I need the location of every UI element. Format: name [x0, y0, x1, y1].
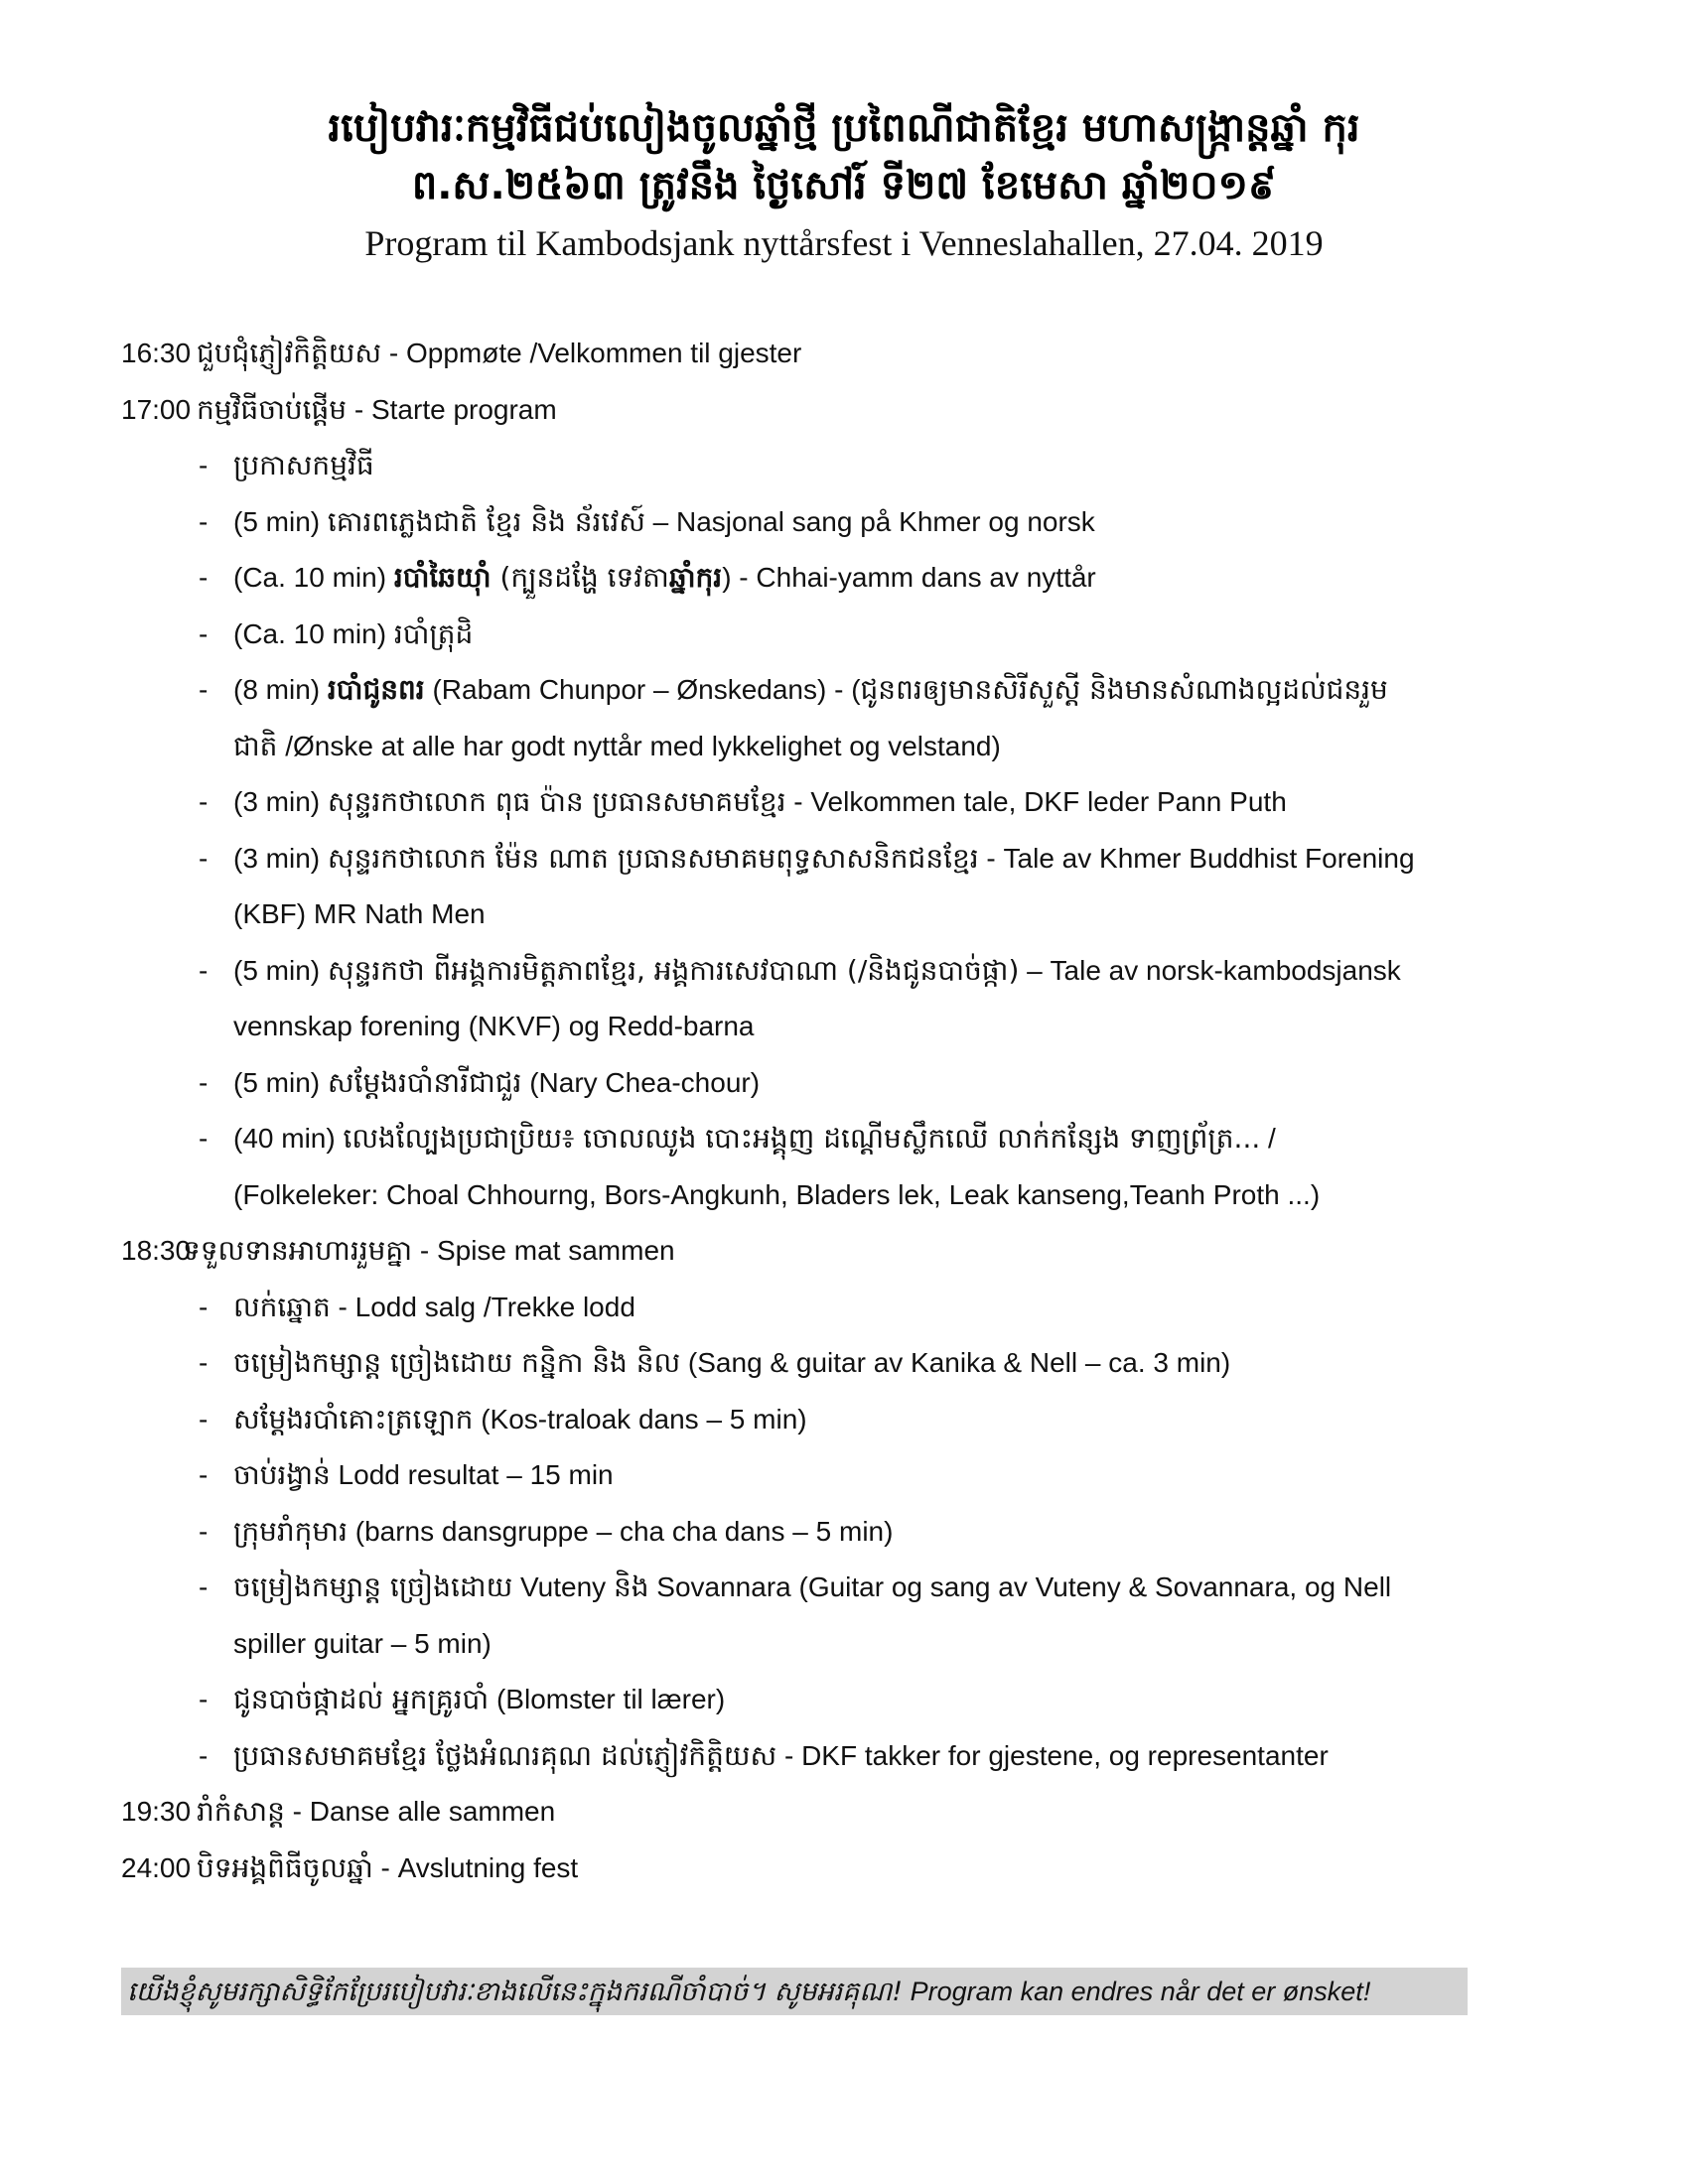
bullet-dash: - — [199, 954, 209, 986]
bullet-dash: - — [199, 1123, 209, 1154]
khmer-text: បិទអង្គពិធីចូលឆ្នាំ — [197, 1850, 373, 1884]
khmer-text: គោរពភ្លេងជាតិ ខ្មែរ និង ន័រវេស៍ — [327, 504, 645, 538]
khmer-text: ទទួលទានអាហាររួមគ្នា — [183, 1234, 413, 1267]
bullet-dash: - — [199, 1347, 209, 1378]
bullet-dash: - — [199, 505, 209, 537]
agenda-item — [121, 1728, 1611, 1785]
bullet-dash: - — [199, 786, 209, 817]
norwegian-text: – Tale av norsk-kambodsjansk — [1019, 954, 1401, 986]
footer-disclaimer — [121, 1968, 1468, 2015]
time-label: 17:00 — [121, 393, 192, 425]
bullet-dash: - — [199, 1291, 209, 1322]
agenda-item — [121, 1111, 1611, 1167]
khmer-text: ប្រកាសកម្មវិធី — [233, 449, 374, 481]
norwegian-text: /Ønske at alle har godt nyttår med lykkelighet og velstand) — [277, 730, 1001, 761]
norwegian-text: - Oppmøte /Velkommen til gjester — [381, 338, 802, 368]
norwegian-text: ) - Chhai-yamm dans av nyttår — [722, 562, 1096, 593]
agenda-item-continuation — [121, 887, 1611, 943]
khmer-text: លក់ឆ្នោត — [233, 1290, 331, 1323]
khmer-text: ជូនបាច់ផ្កាដល់ អ្នកគ្រូរបាំ — [233, 1683, 490, 1715]
norwegian-text: - Lodd salg /Trekke lodd — [330, 1291, 635, 1322]
khmer-text: លេងល្បែងប្រជាប្រិយ៖ ចោលឈូង បោះអង្គុញ ដណ្តើមស្លឹកឈើ លាក់កន្សែង ទាញព្រ័ត្រ... — [343, 1122, 1261, 1155]
document-header — [0, 99, 1688, 268]
bullet-dash: - — [199, 1403, 209, 1434]
norwegian-text: / — [1260, 1123, 1276, 1154]
khmer-text: សម្តែងរបាំគោះត្រឡោក — [233, 1402, 474, 1435]
norwegian-text: - Avslutning fest — [372, 1851, 579, 1883]
agenda-item — [121, 662, 1611, 719]
bullet-dash: - — [199, 1515, 209, 1547]
khmer-bold-text: ឆ្នាំកុរ — [668, 561, 723, 594]
norwegian-text: - Starte program — [347, 393, 557, 425]
agenda-section-1630 — [121, 326, 1611, 382]
time-label: 16:30 — [121, 338, 192, 368]
bullet-dash: - — [199, 1684, 209, 1714]
khmer-text: ជូនពរឲ្យមានសិរីសួស្តី និងមានសំណាងល្អដល់ជនរួម — [860, 673, 1388, 706]
duration-text: (Ca. 10 min) — [233, 562, 394, 593]
duration-text: (Ca. 10 min) — [233, 617, 394, 649]
agenda-item — [121, 1335, 1611, 1392]
agenda-section-1700 — [121, 382, 1611, 439]
khmer-text: ចាប់រង្វាន់ — [233, 1458, 331, 1491]
agenda-item — [121, 494, 1611, 551]
norwegian-text: - DKF takker for gjestene, og representanter — [776, 1739, 1329, 1771]
agenda-item — [121, 1672, 1611, 1728]
agenda-item — [121, 1504, 1611, 1561]
norwegian-text: Lodd resultat – 15 min — [330, 1459, 614, 1490]
agenda-item — [121, 1055, 1611, 1112]
duration-text: (5 min) — [233, 954, 328, 986]
norwegian-text: (Kos-traloak dans – 5 min) — [473, 1403, 807, 1434]
time-label: 24:00 — [121, 1851, 192, 1883]
khmer-text: ក្រុមរាំកុមារ — [233, 1514, 348, 1548]
agenda-item-continuation — [121, 719, 1611, 775]
bullet-dash: - — [199, 1459, 209, 1490]
bullet-dash: - — [199, 1571, 209, 1602]
norwegian-text: Sovannara (Guitar og sang av Vuteny & Sovannara, og Nell — [648, 1571, 1392, 1602]
duration-text: (40 min) — [233, 1123, 344, 1154]
khmer-bold-text: របាំជូនពរ — [327, 673, 425, 706]
agenda-item — [121, 607, 1611, 663]
title-khmer-line-2: ព.ស.២៥៦៣ ត្រូវនឹង ថ្ងៃសៅរ៍ ទី២៧ ខែមេសា ឆ្នាំ២០១៩ — [411, 163, 1277, 208]
bullet-dash: - — [199, 842, 209, 874]
norwegian-text: - Tale av Khmer Buddhist Forening — [978, 842, 1415, 874]
program-agenda — [121, 326, 1611, 1896]
norwegian-text: (Sang & guitar av Kanika & Nell – ca. 3 min) — [680, 1347, 1231, 1378]
time-label: 19:30 — [121, 1796, 192, 1827]
agenda-item — [121, 831, 1611, 887]
agenda-item — [121, 774, 1611, 831]
agenda-item — [121, 1447, 1611, 1504]
khmer-text: និង — [613, 1570, 649, 1603]
norwegian-text: (KBF) MR Nath Men — [233, 898, 486, 929]
agenda-item — [121, 1280, 1611, 1336]
agenda-section-2400 — [121, 1841, 1611, 1897]
khmer-text: ប្រធានសមាគមខ្មែរ ថ្លែងអំណរគុណ ដល់ភ្ញៀវកិត្តិយស — [233, 1738, 777, 1772]
bullet-dash: - — [199, 1739, 209, 1771]
title-khmer-line-1: របៀបវារៈកម្មវិធីជប់លៀងចូលឆ្នាំថ្មី ប្រពៃណីជាតិខ្មែរ មហាសង្ក្រាន្តឆ្នាំ កុរ — [328, 105, 1360, 151]
khmer-text: សុន្ទរកថា ពីអង្គការមិត្តភាពខ្មែរ, អង្គការសេវបាណា (/និងជូនបាច់ផ្កា) — [327, 953, 1020, 987]
agenda-item — [121, 1392, 1611, 1448]
agenda-section-1830 — [121, 1223, 1611, 1280]
khmer-text: ចម្រៀងកម្សាន្ត ច្រៀងដោយ កន្និកា និង និល — [233, 1346, 681, 1379]
norwegian-text: (Rabam Chunpor – Ønskedans) - ( — [424, 674, 861, 705]
khmer-text: របាំត្រុដិ — [393, 616, 474, 650]
khmer-text: សម្តែងរបាំនារីជាជួរ — [327, 1065, 522, 1099]
norwegian-text: (barns dansgruppe – cha cha dans – 5 min) — [347, 1515, 894, 1547]
khmer-bold-text: របាំឆៃយ៉ាំ — [393, 561, 492, 594]
agenda-item — [121, 438, 1611, 494]
norwegian-text: vennskap forening (NKVF) og Redd-barna — [233, 1011, 755, 1041]
norwegian-text: - Danse alle sammen — [284, 1796, 556, 1827]
agenda-item-continuation — [121, 1616, 1611, 1673]
khmer-text: ចម្រៀងកម្សាន្ត ច្រៀងដោយ — [233, 1570, 513, 1603]
duration-text: (3 min) — [233, 842, 328, 874]
khmer-text: ជួបជុំភ្ញៀវកិត្តិយស — [197, 337, 382, 369]
norwegian-text: Vuteny — [512, 1571, 614, 1602]
agenda-item — [121, 1560, 1611, 1616]
subtitle-norwegian: Program til Kambodsjank nyttårsfest i Venneslahallen, 27.04. 2019 — [364, 223, 1324, 263]
bullet-dash: - — [199, 617, 209, 649]
norwegian-text: spiller guitar – 5 min) — [233, 1627, 492, 1659]
norwegian-text: (Nary Chea-chour) — [521, 1066, 761, 1098]
khmer-text: រាំកំសាន្ត — [197, 1795, 285, 1828]
norwegian-text: Program kan endres når det er ønsket! — [903, 1977, 1371, 2006]
norwegian-text: - Velkommen tale, DKF leder Pann Puth — [785, 786, 1287, 817]
norwegian-text: - Spise mat sammen — [412, 1235, 675, 1266]
bullet-dash: - — [199, 674, 209, 705]
agenda-item — [121, 550, 1611, 607]
khmer-text: យើងខ្ញុំសូមរក្សាសិទ្ធិកែប្រែរបៀបវារៈខាងលើនេះក្នុងករណីចាំបាច់។ សូមអរគុណ! — [127, 1977, 904, 2007]
agenda-section-1930 — [121, 1784, 1611, 1841]
time-label: 18:30 — [121, 1235, 192, 1266]
duration-text: (3 min) — [233, 786, 328, 817]
bullet-dash: - — [199, 450, 209, 480]
norwegian-text: – Nasjonal sang på Khmer og norsk — [644, 505, 1095, 537]
khmer-text: កម្មវិធីចាប់ផ្តើម — [197, 392, 348, 426]
khmer-text: សុន្ទរកថាលោក ម៉ែន ណាត ប្រធានសមាគមពុទ្ធសាសនិកជនខ្មែរ — [327, 841, 979, 875]
norwegian-text: (Blomster til lærer) — [489, 1684, 726, 1714]
agenda-item-continuation — [121, 1167, 1611, 1224]
agenda-item-continuation — [121, 999, 1611, 1055]
agenda-item — [121, 943, 1611, 1000]
duration-text: (5 min) — [233, 1066, 328, 1098]
norwegian-text: (Folkeleker: Choal Chhourng, Bors-Angkunh, Bladers lek, Leak kanseng,Teanh Proth ...) — [233, 1178, 1321, 1210]
khmer-text: ជាតិ — [233, 729, 278, 762]
khmer-text: (ក្បួនដង្ហែ ទេវតា — [491, 561, 669, 594]
duration-text: (5 min) — [233, 505, 328, 537]
duration-text: (8 min) — [233, 674, 328, 705]
bullet-dash: - — [199, 562, 209, 593]
bullet-dash: - — [199, 1066, 209, 1098]
khmer-text: សុន្ទរកថាលោក ពុធ ប៉ាន ប្រធានសមាគមខ្មែរ — [327, 785, 786, 818]
